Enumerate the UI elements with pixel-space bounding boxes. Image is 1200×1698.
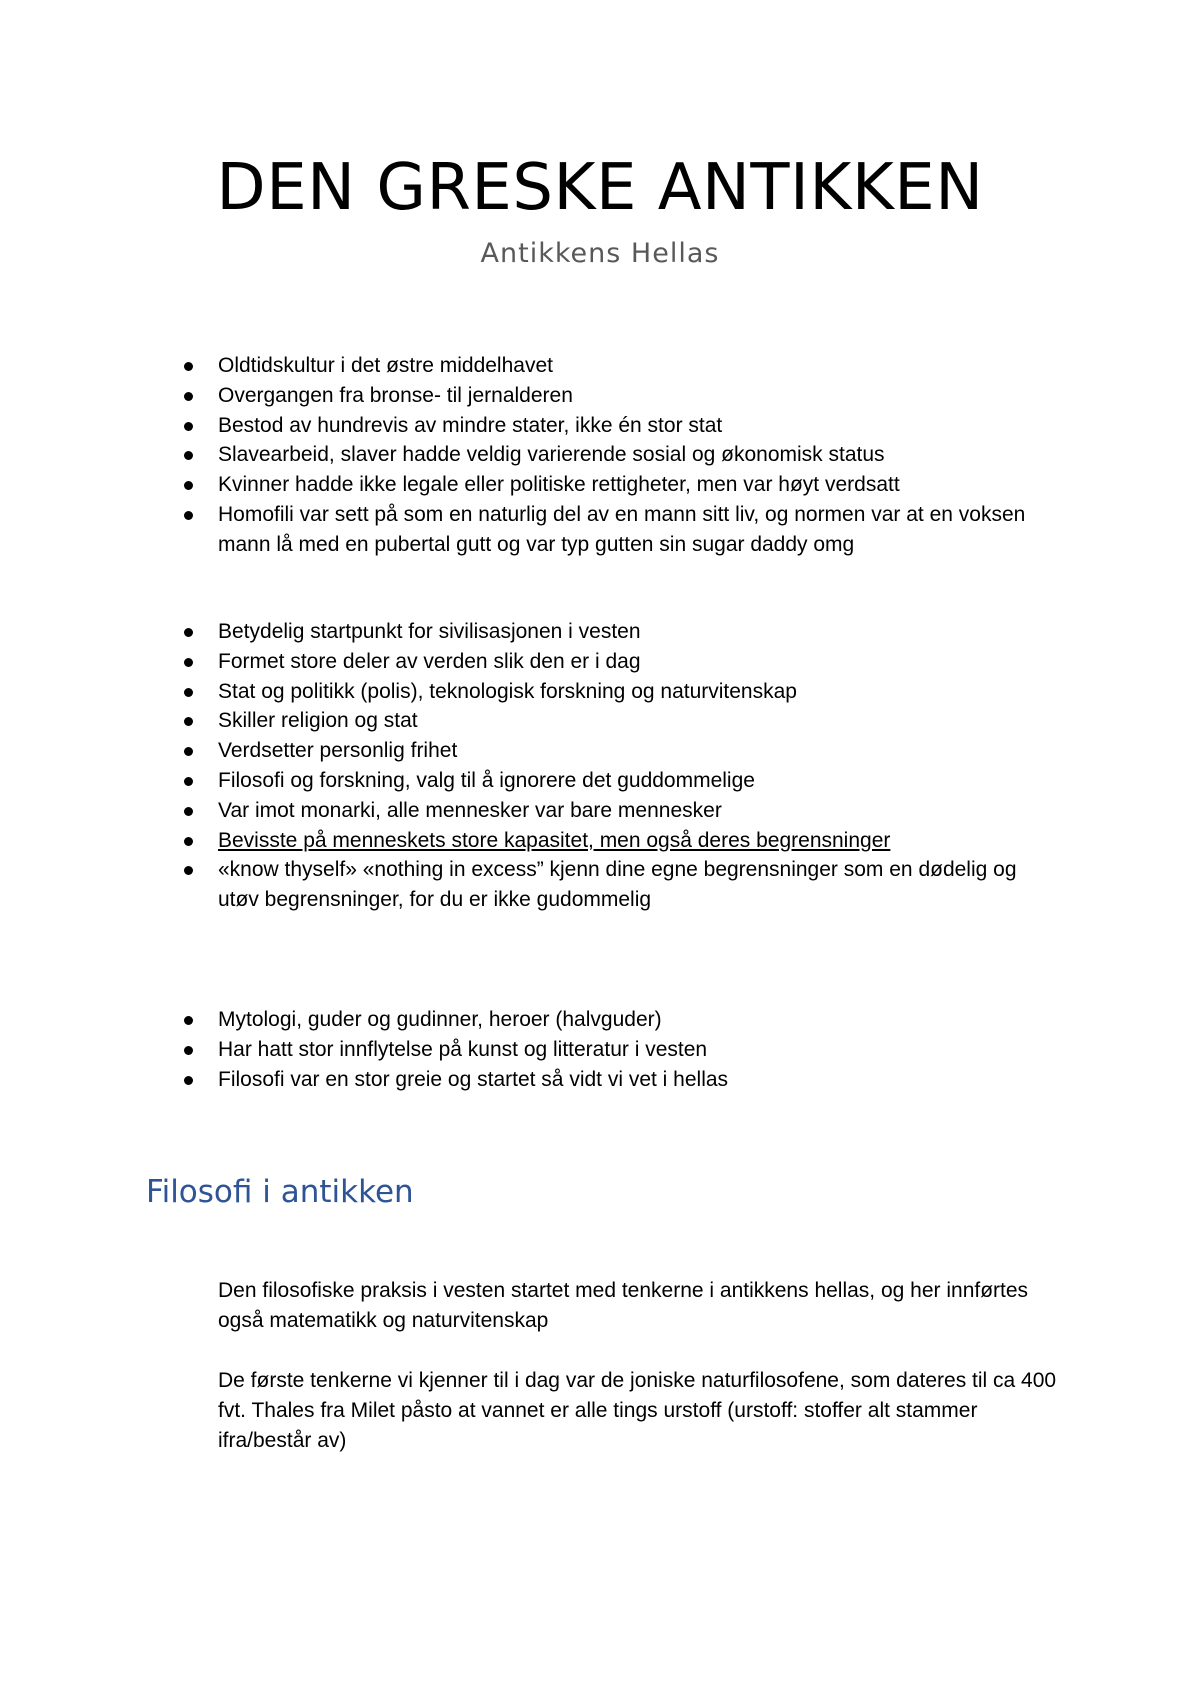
bullet-icon — [184, 866, 193, 875]
list-item: Filosofi og forskning, valg til å ignorere det guddommelige — [0, 766, 1044, 796]
bullet-icon — [184, 1016, 193, 1025]
bullet-icon — [184, 392, 193, 401]
paragraph: De første tenkerne vi kjenner til i dag var de joniske naturfilosofene, som dateres til ca 400 fvt. Thales fra Milet påsto at vannet er alle tings urstoff (urstoff: stoffer alt stammer ifra/består av) — [218, 1369, 1057, 1452]
list-item: Bestod av hundrevis av mindre stater, ikke én stor stat — [0, 411, 1044, 441]
bullet-icon — [184, 837, 193, 846]
bullet-icon — [184, 777, 193, 786]
bullet-list-overview — [0, 351, 1044, 560]
bullet-list-culture — [0, 1005, 1044, 1094]
list-item: Overgangen fra bronse- til jernalderen — [0, 381, 1044, 411]
list-item: Mytologi, guder og gudinner, heroer (halvguder) — [0, 1005, 1044, 1035]
document-title: DEN GRESKE ANTIKKEN — [216, 151, 984, 225]
bullet-icon — [184, 688, 193, 697]
list-item: Oldtidskultur i det østre middelhavet — [0, 351, 1044, 381]
list-item: Slavearbeid, slaver hadde veldig varierende sosial og økonomisk status — [0, 440, 1044, 470]
bullet-icon — [184, 362, 193, 371]
bullet-icon — [184, 1076, 193, 1085]
list-item: Betydelig startpunkt for sivilisasjonen i vesten — [0, 617, 1044, 647]
section-heading: Filosofi i antikken — [146, 1174, 414, 1210]
bullet-icon — [184, 1046, 193, 1055]
bullet-icon — [184, 451, 193, 460]
bullet-icon — [184, 481, 193, 490]
bullet-icon — [184, 807, 193, 816]
list-item: Verdsetter personlig frihet — [0, 736, 1044, 766]
bullet-icon — [184, 628, 193, 637]
underlined-text: Bevisste på menneskets store kapasitet, men også deres begrensninger — [218, 828, 891, 852]
bullet-icon — [184, 717, 193, 726]
list-item: Formet store deler av verden slik den er i dag — [0, 647, 1044, 677]
list-item: Var imot monarki, alle mennesker var bare mennesker — [0, 796, 1044, 826]
bullet-icon — [184, 658, 193, 667]
list-item: Skiller religion og stat — [0, 706, 1044, 736]
paragraph: Den filosofiske praksis i vesten startet med tenkerne i antikkens hellas, og her innførtes også matematikk og naturvitenskap — [218, 1279, 1029, 1332]
bullet-list-significance — [0, 617, 1044, 915]
list-item: Stat og politikk (polis), teknologisk forskning og naturvitenskap — [0, 677, 1044, 707]
list-item: Har hatt stor innflytelse på kunst og litteratur i vesten — [0, 1035, 1044, 1065]
list-item: Kvinner hadde ikke legale eller politiske rettigheter, men var høyt verdsatt — [0, 470, 1044, 500]
document-subtitle: Antikkens Hellas — [480, 238, 720, 269]
bullet-icon — [184, 747, 193, 756]
list-item: Filosofi var en stor greie og startet så vidt vi vet i hellas — [0, 1065, 1044, 1095]
list-item: «know thyself» «nothing in excess” kjenn dine egne begrensninger som en dødelig og utøv begrensninger, for du er ikke gudommelig — [0, 855, 1044, 915]
bullet-icon — [184, 511, 193, 520]
list-item: Homofili var sett på som en naturlig del av en mann sitt liv, og normen var at en voksen mann lå med en pubertal gutt og var typ gutten sin sugar daddy omg — [0, 500, 1044, 560]
bullet-icon — [184, 422, 193, 431]
list-item — [0, 826, 1044, 856]
